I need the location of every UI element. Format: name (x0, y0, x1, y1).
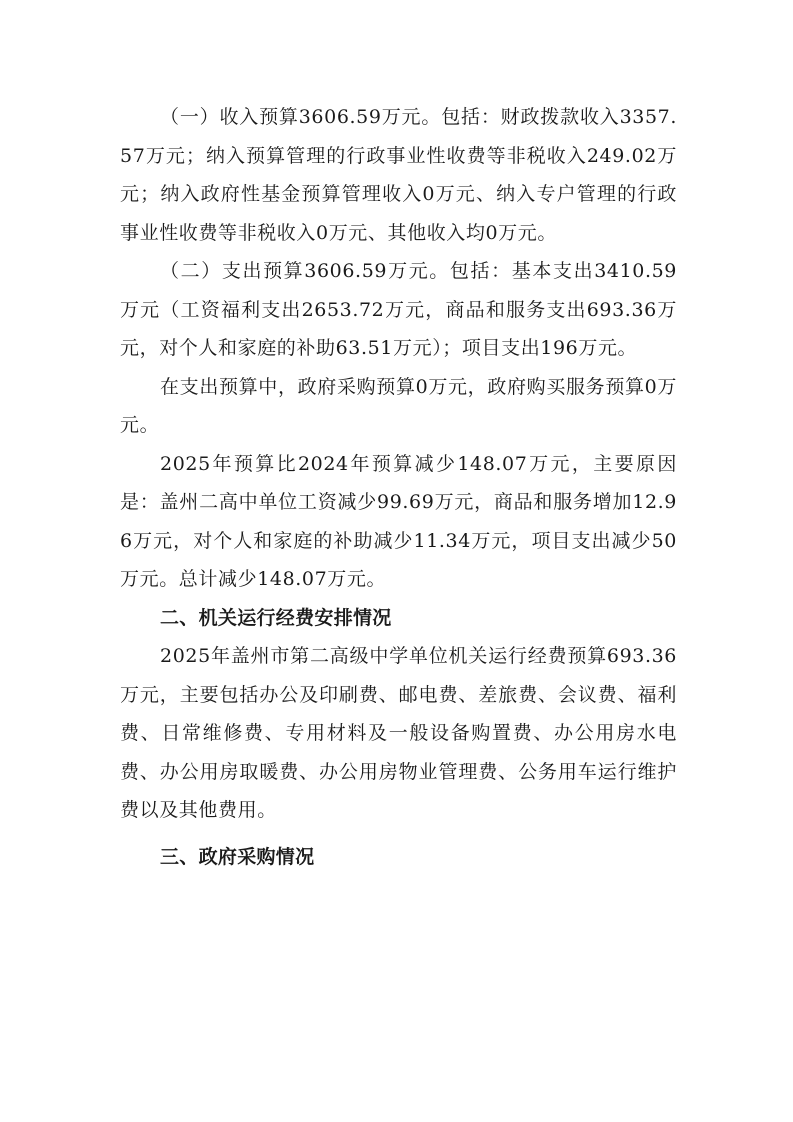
budget-comparison-paragraph: 2025年预算比2024年预算减少148.07万元，主要原因是：盖州二高中单位工资减少99.69万元，商品和服务增加12.96万元，对个人和家庭的补助减少11.34万元，项目支出减少50万元。总计减少148.07万元。 (120, 452, 677, 590)
expenditure-budget-paragraph: （二）支出预算3606.59万元。包括：基本支出3410.59万元（工资福利支出2653.72万元，商品和服务支出693.36万元，对个人和家庭的补助63.51万元）；项目支出196万元。 (120, 260, 677, 359)
procurement-budget-paragraph: 在支出预算中，政府采购预算0万元，政府购买服务预算0万元。 (120, 375, 677, 436)
document-body (120, 98, 677, 876)
income-budget-paragraph: （一）收入预算3606.59万元。包括：财政拨款收入3357.57万元；纳入预算管理的行政事业性收费等非税收入249.02万元；纳入政府性基金预算管理收入0万元、纳入专户管理的行政事业性收费等非税收入0万元、其他收入均0万元。 (120, 106, 677, 244)
section-heading-government-procurement: 三、政府采购情况 (160, 845, 315, 868)
section-heading-operating-costs: 二、机关运行经费安排情况 (160, 606, 392, 629)
operating-costs-paragraph: 2025年盖州市第二高级中学单位机关运行经费预算693.36万元，主要包括办公及印刷费、邮电费、差旅费、会议费、福利费、日常维修费、专用材料及一般设备购置费、办公用房水电费、办公用房取暖费、办公用房物业管理费、公务用车运行维护费以及其他费用。 (120, 645, 677, 821)
